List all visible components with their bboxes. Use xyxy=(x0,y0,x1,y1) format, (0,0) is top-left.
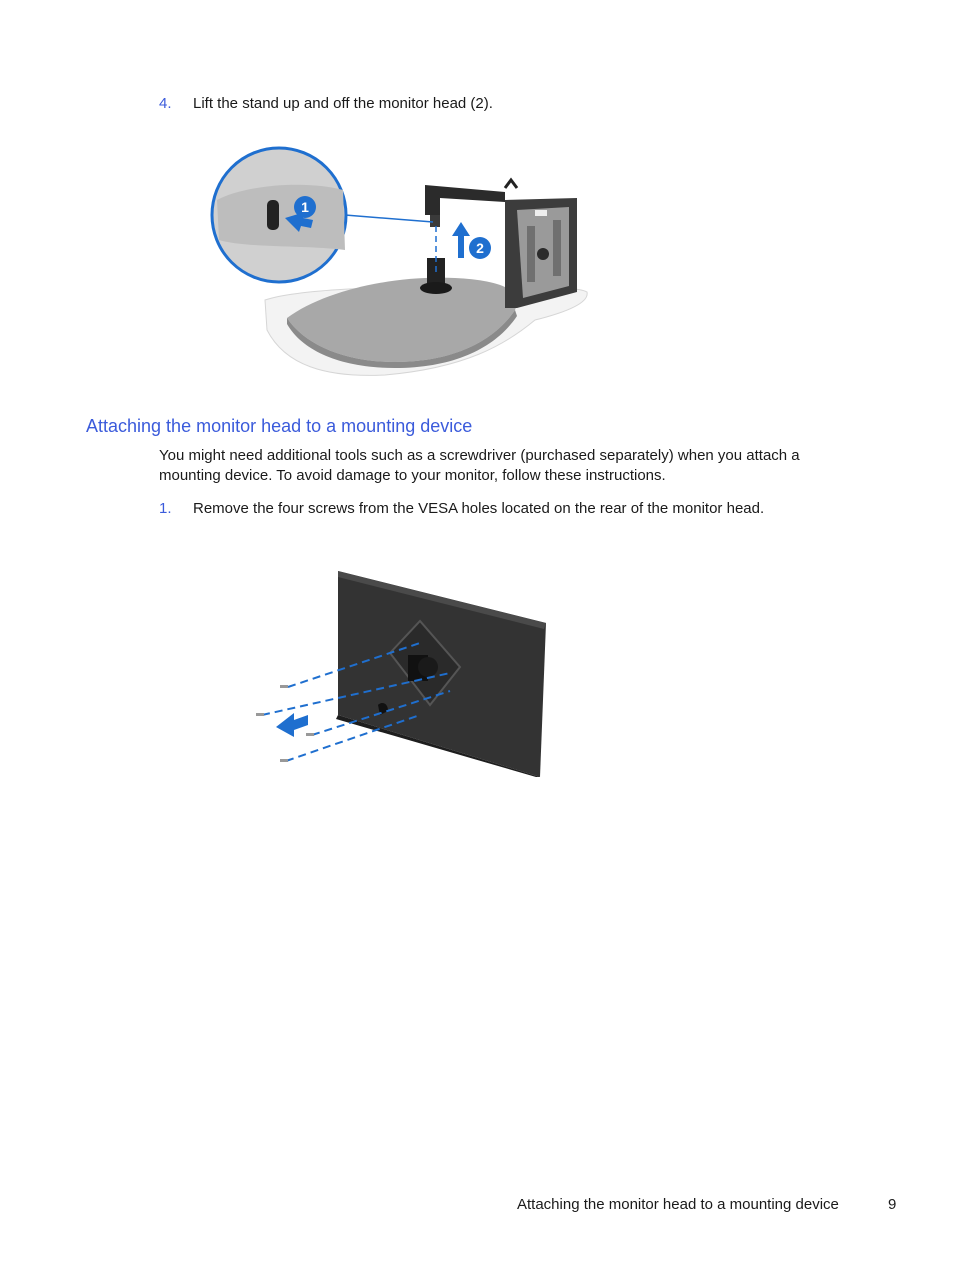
page-number: 9 xyxy=(888,1196,897,1213)
callout-1: 1 xyxy=(294,196,316,218)
figure-lift-stand xyxy=(205,140,595,380)
intro-line-1: You might need additional tools such as a screwdriver (purchased separately) when you attach a xyxy=(159,447,800,464)
intro-paragraph xyxy=(159,446,859,486)
figure-remove-screws xyxy=(250,565,550,785)
step-number: 1. xyxy=(159,500,172,517)
stand-bracket xyxy=(425,185,505,215)
step-text: Lift the stand up and off the monitor head (2). xyxy=(193,95,493,112)
callout-2: 2 xyxy=(469,237,491,259)
intro-line-2: mounting device. To avoid damage to your monitor, follow these instructions. xyxy=(159,467,666,484)
remove-arrow xyxy=(276,713,308,737)
footer-title: Attaching the monitor head to a mounting device xyxy=(517,1196,839,1213)
step-number: 4. xyxy=(159,95,172,112)
section-heading: Attaching the monitor head to a mounting device xyxy=(86,416,473,436)
lift-arrow xyxy=(452,222,470,258)
step-text: Remove the four screws from the VESA holes located on the rear of the monitor head. xyxy=(193,500,765,517)
